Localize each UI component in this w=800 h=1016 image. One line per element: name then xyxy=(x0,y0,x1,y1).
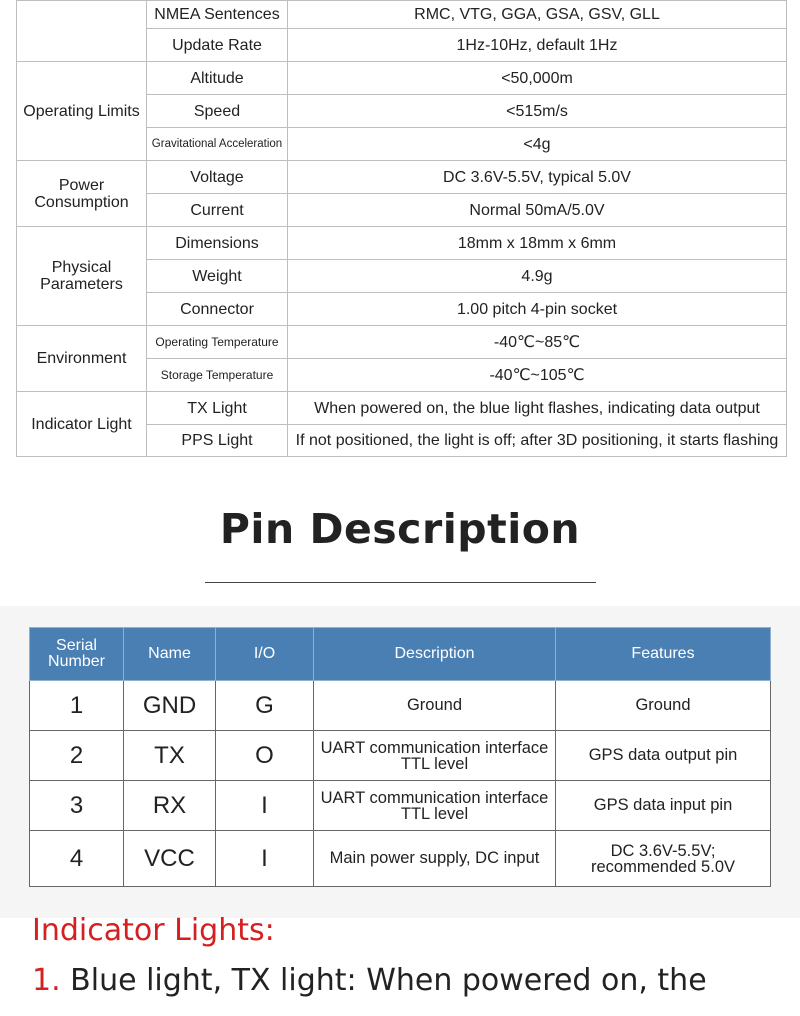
pin-io: O xyxy=(216,731,314,781)
spec-value: Normal 50mA/5.0V xyxy=(288,194,787,227)
table-row xyxy=(30,781,771,831)
indicator-lights-title: Indicator Lights: xyxy=(32,913,275,948)
spec-item: PPS Light xyxy=(147,425,288,457)
pin-description: Ground xyxy=(314,681,556,731)
spec-value: <50,000m xyxy=(288,62,787,95)
features-line: DC 3.6V-5.5V; xyxy=(610,841,716,860)
spec-group-operating-limits: Operating Limits xyxy=(17,62,147,161)
spec-item: Voltage xyxy=(147,161,288,194)
col-header-io: I/O xyxy=(216,628,314,681)
spec-item: Speed xyxy=(147,95,288,128)
spec-item: Update Rate xyxy=(147,29,288,62)
spec-item: TX Light xyxy=(147,392,288,425)
pin-io: G xyxy=(216,681,314,731)
description-line: TTL level xyxy=(400,804,469,823)
spec-value: 1.00 pitch 4-pin socket xyxy=(288,293,787,326)
spec-value: <515m/s xyxy=(288,95,787,128)
group-label-line: Power xyxy=(58,176,105,194)
pin-serial: 2 xyxy=(30,731,124,781)
spec-value: 18mm x 18mm x 6mm xyxy=(288,227,787,260)
pin-serial: 3 xyxy=(30,781,124,831)
spec-table xyxy=(16,0,787,457)
table-row xyxy=(30,681,771,731)
spec-row xyxy=(17,392,787,425)
note-number: 1. xyxy=(32,963,61,998)
table-row xyxy=(30,831,771,887)
spec-item: Altitude xyxy=(147,62,288,95)
spec-row xyxy=(17,1,787,29)
spec-item: Storage Temperature xyxy=(147,359,288,392)
spec-value: If not positioned, the light is off; after 3D positioning, it starts flashing xyxy=(288,425,787,457)
col-header-features: Features xyxy=(556,628,771,681)
spec-group-environment: Environment xyxy=(17,326,147,392)
spec-group-cell xyxy=(17,1,147,62)
description-line: TTL level xyxy=(400,754,469,773)
spec-item: Dimensions xyxy=(147,227,288,260)
pin-name: RX xyxy=(124,781,216,831)
spec-item: Operating Temperature xyxy=(147,326,288,359)
spec-row xyxy=(17,62,787,95)
pin-features: Ground xyxy=(556,681,771,731)
spec-row xyxy=(17,161,787,194)
pin-table-header-row xyxy=(30,628,771,681)
col-header-description: Description xyxy=(314,628,556,681)
table-row xyxy=(30,731,771,781)
spec-item: Gravitational Acceleration xyxy=(147,128,288,161)
header-line: Number xyxy=(48,653,105,670)
heading-divider xyxy=(205,582,596,583)
spec-item: NMEA Sentences xyxy=(147,1,288,29)
pin-table-panel xyxy=(0,606,800,918)
group-label-line: Consumption xyxy=(34,193,129,211)
spec-item: Current xyxy=(147,194,288,227)
features-line: recommended 5.0V xyxy=(591,857,735,876)
spec-value: -40℃~105℃ xyxy=(288,359,787,392)
section-heading: Pin Description xyxy=(219,505,581,553)
spec-value: When powered on, the blue light flashes, indicating data output xyxy=(288,392,787,425)
spec-group-indicator-light: Indicator Light xyxy=(17,392,147,457)
pin-name: TX xyxy=(124,731,216,781)
group-label-line: Parameters xyxy=(40,276,123,293)
pin-serial: 1 xyxy=(30,681,124,731)
spec-group-power-consumption xyxy=(17,161,147,227)
pin-features: GPS data input pin xyxy=(556,781,771,831)
pin-io: I xyxy=(216,781,314,831)
header-line: Serial xyxy=(56,637,97,654)
indicator-note-1 xyxy=(32,963,707,998)
pin-io: I xyxy=(216,831,314,887)
spec-value: 1Hz-10Hz, default 1Hz xyxy=(288,29,787,62)
spec-group-physical-parameters xyxy=(17,227,147,326)
spec-value: <4g xyxy=(288,128,787,161)
pin-description: Main power supply, DC input xyxy=(314,831,556,887)
spec-value: 4.9g xyxy=(288,260,787,293)
pin-table xyxy=(29,627,771,887)
spec-item: Connector xyxy=(147,293,288,326)
pin-features: GPS data output pin xyxy=(556,731,771,781)
pin-name: GND xyxy=(124,681,216,731)
description-line: UART communication interface xyxy=(320,788,549,807)
pin-serial: 4 xyxy=(30,831,124,887)
pin-description xyxy=(314,731,556,781)
spec-value: -40℃~85℃ xyxy=(288,326,787,359)
pin-description xyxy=(314,781,556,831)
spec-item: Weight xyxy=(147,260,288,293)
description-line: UART communication interface xyxy=(320,738,549,757)
pin-features xyxy=(556,831,771,887)
spec-row xyxy=(17,227,787,260)
spec-row xyxy=(17,326,787,359)
col-header-serial-number xyxy=(30,628,124,681)
pin-name: VCC xyxy=(124,831,216,887)
col-header-name: Name xyxy=(124,628,216,681)
spec-value: DC 3.6V-5.5V, typical 5.0V xyxy=(288,161,787,194)
group-label-line: Physical xyxy=(51,259,112,276)
note-text: Blue light, TX light: When powered on, the xyxy=(60,963,707,998)
spec-value: RMC, VTG, GGA, GSA, GSV, GLL xyxy=(288,1,787,29)
